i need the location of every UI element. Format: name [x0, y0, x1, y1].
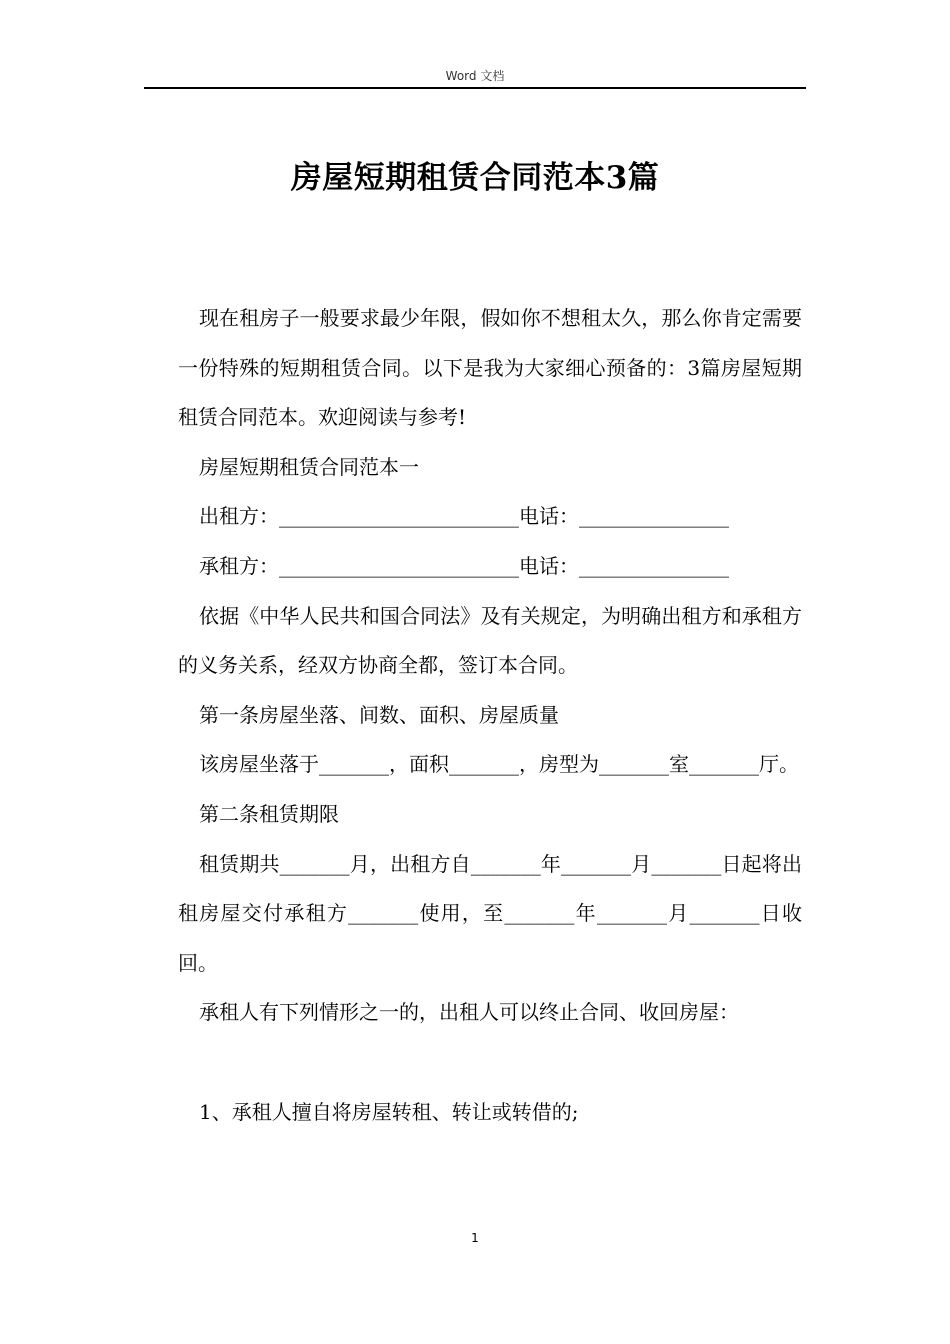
header-divider	[144, 87, 806, 89]
intro-paragraph: 现在租房子一般要求最少年限，假如你不想租太久，那么你肯定需要一份特殊的短期租赁合同。以下是我为大家细心预备的：3篇房屋短期租赁合同范本。欢迎阅读与参考!	[178, 306, 802, 430]
article-heading: 第二条租赁期限	[199, 801, 339, 826]
document-body	[178, 294, 802, 1138]
termination-paragraph: 承租人有下列情形之一的，出租人可以终止合同、收回房屋：	[199, 1000, 739, 1025]
list-item: 1、承租人擅自将房屋转租、转让或转借的;	[199, 1099, 579, 1124]
term-paragraph: 租赁期共_______月，出租方自_______年_______月_______日起将出租房屋交付承租方_______使用，至_______年_______月_______日收回。	[178, 851, 802, 975]
lessee-line: 承租方：________________________电话：_______________	[199, 553, 729, 578]
page-number: 1	[471, 1231, 479, 1245]
section-heading: 房屋短期租赁合同范本一	[199, 454, 419, 479]
document-title: 房屋短期租赁合同范本3篇	[290, 160, 660, 196]
article-heading: 第一条房屋坐落、间数、面积、房屋质量	[199, 702, 559, 727]
page-header: Word 文档	[445, 69, 505, 83]
location-paragraph: 该房屋坐落于_______，面积_______，房型为_______室_______厅。	[199, 752, 799, 777]
basis-paragraph: 依据《中华人民共和国合同法》及有关规定，为明确出租方和承租方的义务关系，经双方协商全都，签订本合同。	[178, 603, 802, 678]
lessor-line: 出租方：________________________电话：_______________	[199, 504, 729, 529]
